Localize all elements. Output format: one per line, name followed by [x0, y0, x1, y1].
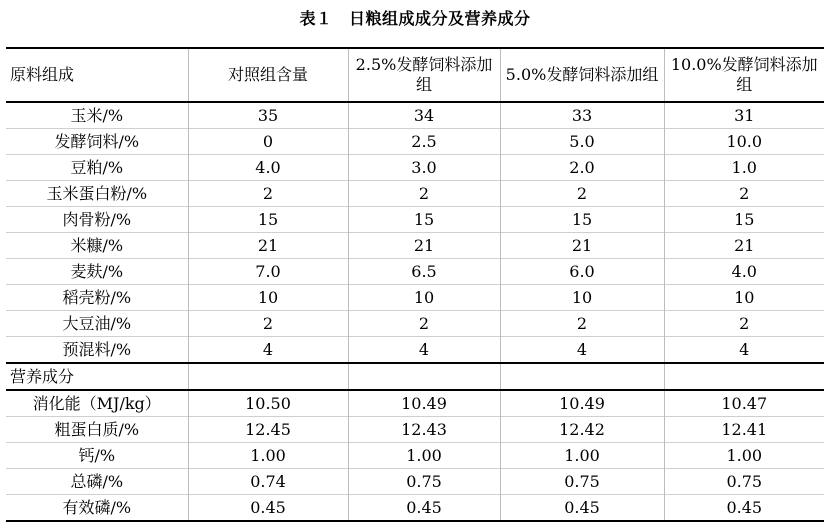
value-cell: 21 — [348, 233, 500, 259]
nutrient-row — [6, 495, 824, 522]
value-cell: 6.0 — [500, 259, 664, 285]
value-cell: 1.00 — [664, 443, 824, 469]
value-cell: 34 — [348, 102, 500, 129]
nutrient-row — [6, 417, 824, 443]
value-cell: 4 — [664, 337, 824, 364]
value-cell: 5.0 — [500, 129, 664, 155]
ingredient-row — [6, 207, 824, 233]
value-cell: 21 — [188, 233, 348, 259]
nutrient-row — [6, 443, 824, 469]
value-cell: 33 — [500, 102, 664, 129]
row-label: 稻壳粉/% — [6, 285, 188, 311]
value-cell: 0.45 — [664, 495, 824, 522]
value-cell: 10 — [500, 285, 664, 311]
header-cell-control: 对照组含量 — [188, 48, 348, 102]
nutrient-row — [6, 390, 824, 417]
row-label: 钙/% — [6, 443, 188, 469]
ingredient-row — [6, 337, 824, 364]
nutrition-section-row — [6, 363, 824, 390]
value-cell: 15 — [188, 207, 348, 233]
row-label: 玉米蛋白粉/% — [6, 181, 188, 207]
header-cell-ingredient: 原料组成 — [6, 48, 188, 102]
value-cell: 2 — [500, 181, 664, 207]
row-label: 麦麸/% — [6, 259, 188, 285]
value-cell: 10.49 — [500, 390, 664, 417]
value-cell: 10 — [664, 285, 824, 311]
value-cell: 10.0 — [664, 129, 824, 155]
section-heading: 营养成分 — [6, 363, 188, 390]
ingredient-row — [6, 285, 824, 311]
value-cell: 10.49 — [348, 390, 500, 417]
ingredient-row — [6, 259, 824, 285]
value-cell: 12.45 — [188, 417, 348, 443]
value-cell: 1.0 — [664, 155, 824, 181]
value-cell: 2 — [348, 311, 500, 337]
header-cell-5-0-percent: 5.0%发酵饲料添加组 — [500, 48, 664, 102]
header-row — [6, 48, 824, 102]
table-caption: 表１ 日粮组成成分及营养成分 — [299, 9, 531, 28]
value-cell: 1.00 — [188, 443, 348, 469]
value-cell: 35 — [188, 102, 348, 129]
row-label: 消化能（MJ/kg） — [6, 390, 188, 417]
value-cell: 2.5 — [348, 129, 500, 155]
value-cell: 0.75 — [348, 469, 500, 495]
value-cell: 10 — [348, 285, 500, 311]
value-cell: 4 — [188, 337, 348, 364]
row-label: 预混料/% — [6, 337, 188, 364]
value-cell: 10 — [188, 285, 348, 311]
value-cell: 2 — [348, 181, 500, 207]
value-cell: 0.75 — [664, 469, 824, 495]
row-label: 总磷/% — [6, 469, 188, 495]
value-cell: 21 — [664, 233, 824, 259]
value-cell: 3.0 — [348, 155, 500, 181]
value-cell: 0.74 — [188, 469, 348, 495]
row-label: 肉骨粉/% — [6, 207, 188, 233]
empty-cell — [348, 363, 500, 390]
value-cell: 0.45 — [348, 495, 500, 522]
value-cell: 1.00 — [348, 443, 500, 469]
ingredient-row — [6, 102, 824, 129]
empty-cell — [188, 363, 348, 390]
value-cell: 7.0 — [188, 259, 348, 285]
value-cell: 4.0 — [188, 155, 348, 181]
header-cell-10-0-percent: 10.0%发酵饲料添加组 — [664, 48, 824, 102]
row-label: 豆粕/% — [6, 155, 188, 181]
value-cell: 15 — [348, 207, 500, 233]
empty-cell — [664, 363, 824, 390]
value-cell: 15 — [664, 207, 824, 233]
header-cell-2-5-percent: 2.5%发酵饲料添加组 — [348, 48, 500, 102]
value-cell: 10.50 — [188, 390, 348, 417]
row-label: 发酵饲料/% — [6, 129, 188, 155]
row-label: 大豆油/% — [6, 311, 188, 337]
value-cell: 12.43 — [348, 417, 500, 443]
value-cell: 21 — [500, 233, 664, 259]
ingredient-row — [6, 311, 824, 337]
row-label: 粗蛋白质/% — [6, 417, 188, 443]
value-cell: 4.0 — [664, 259, 824, 285]
row-label: 玉米/% — [6, 102, 188, 129]
value-cell: 31 — [664, 102, 824, 129]
value-cell: 2 — [664, 181, 824, 207]
value-cell: 12.42 — [500, 417, 664, 443]
value-cell: 0.75 — [500, 469, 664, 495]
value-cell: 2.0 — [500, 155, 664, 181]
diet-composition-table — [6, 47, 824, 522]
row-label: 米糠/% — [6, 233, 188, 259]
value-cell: 0 — [188, 129, 348, 155]
value-cell: 1.00 — [500, 443, 664, 469]
value-cell: 15 — [500, 207, 664, 233]
ingredient-row — [6, 155, 824, 181]
ingredient-row — [6, 181, 824, 207]
row-label: 有效磷/% — [6, 495, 188, 522]
value-cell: 2 — [188, 311, 348, 337]
nutrient-row — [6, 469, 824, 495]
ingredient-row — [6, 129, 824, 155]
ingredient-row — [6, 233, 824, 259]
value-cell: 4 — [500, 337, 664, 364]
value-cell: 2 — [188, 181, 348, 207]
value-cell: 2 — [664, 311, 824, 337]
value-cell: 2 — [500, 311, 664, 337]
value-cell: 10.47 — [664, 390, 824, 417]
value-cell: 0.45 — [500, 495, 664, 522]
value-cell: 6.5 — [348, 259, 500, 285]
value-cell: 4 — [348, 337, 500, 364]
empty-cell — [500, 363, 664, 390]
value-cell: 12.41 — [664, 417, 824, 443]
value-cell: 0.45 — [188, 495, 348, 522]
